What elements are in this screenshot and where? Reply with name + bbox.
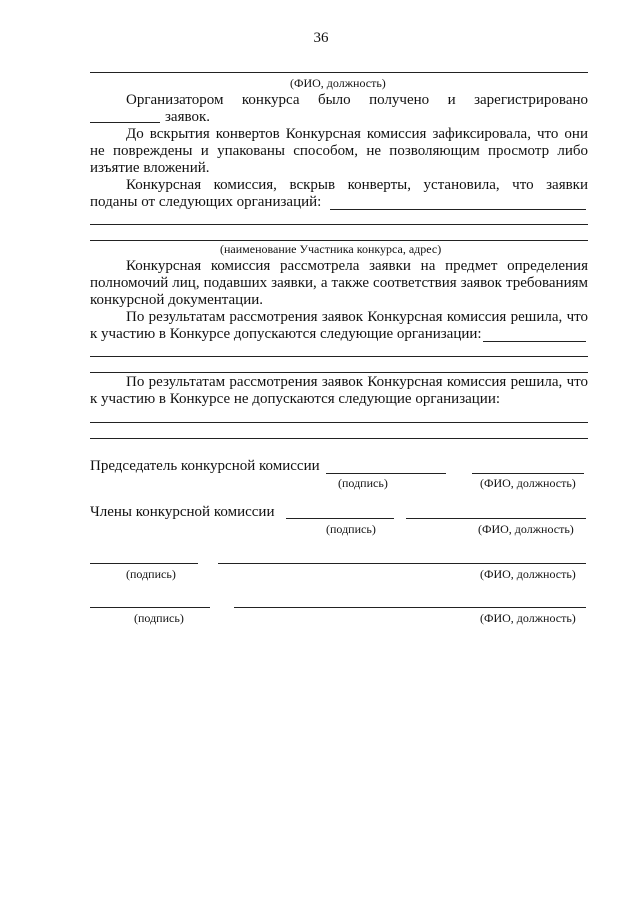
chairman-label: Председатель конкурсной комиссии (90, 458, 320, 474)
admitted-blank-1 (483, 341, 586, 342)
envelopes-paragraph-line2: не повреждены и упакованы способом, не позволяющим просмотр либо (90, 143, 588, 159)
organizer-paragraph-line1: Организатором конкурса было получено и зарегистрировано (126, 92, 588, 108)
fio-top-line (90, 72, 588, 73)
opened-paragraph-line2: поданы от следующих организаций: (90, 194, 322, 210)
member1-fio-line (406, 518, 586, 519)
envelopes-paragraph-line1: До вскрытия конвертов Конкурсная комиссия зафиксировала, что они (126, 126, 588, 142)
member3-signature-line (90, 607, 210, 608)
chairman-fio-caption: (ФИО, должность) (480, 476, 576, 490)
applications-count-blank (90, 122, 160, 123)
rejected-paragraph-line2: к участию в Конкурсе не допускаются следующие организации: (90, 391, 501, 407)
organizations-blank-3 (90, 240, 588, 241)
reviewed-paragraph-line3: конкурсной документации. (90, 292, 264, 308)
envelopes-paragraph-line3: изъятие вложений. (90, 160, 210, 176)
member2-signature-line (90, 563, 198, 564)
organizer-paragraph-line2: заявок. (165, 109, 210, 125)
page-number: 36 (313, 30, 329, 46)
chairman-signature-caption: (подпись) (338, 476, 388, 490)
member3-signature-caption: (подпись) (134, 611, 184, 625)
member1-signature-line (286, 518, 394, 519)
organizations-blank-2 (90, 224, 588, 225)
organizations-blank-1 (330, 209, 586, 210)
admitted-paragraph-line2: к участию в Конкурсе допускаются следующие организации: (90, 326, 482, 342)
member2-signature-caption: (подпись) (126, 567, 176, 581)
rejected-blank-2 (90, 438, 588, 439)
reviewed-paragraph-line2: полномочий лиц, подавших заявки, а также соответствия заявок требованиям (90, 275, 588, 291)
admitted-paragraph-line1: По результатам рассмотрения заявок Конкурсная комиссия решила, что (126, 309, 588, 325)
members-label: Члены конкурсной комиссии (90, 504, 275, 520)
member2-fio-caption: (ФИО, должность) (480, 567, 576, 581)
member3-fio-line (234, 607, 586, 608)
member2-fio-line (218, 563, 586, 564)
chairman-fio-line (472, 473, 584, 474)
member1-signature-caption: (подпись) (326, 522, 376, 536)
chairman-signature-line (326, 473, 446, 474)
participant-caption: (наименование Участника конкурса, адрес) (220, 242, 442, 256)
rejected-paragraph-line1: По результатам рассмотрения заявок Конкурсная комиссия решила, что (126, 374, 588, 390)
member1-fio-caption: (ФИО, должность) (478, 522, 574, 536)
rejected-blank-1 (90, 422, 588, 423)
reviewed-paragraph-line1: Конкурсная комиссия рассмотрела заявки на предмет определения (126, 258, 588, 274)
admitted-blank-3 (90, 372, 588, 373)
fio-top-caption: (ФИО, должность) (290, 76, 386, 90)
opened-paragraph-line1: Конкурсная комиссия, вскрыв конверты, установила, что заявки (126, 177, 588, 193)
admitted-blank-2 (90, 356, 588, 357)
member3-fio-caption: (ФИО, должность) (480, 611, 576, 625)
